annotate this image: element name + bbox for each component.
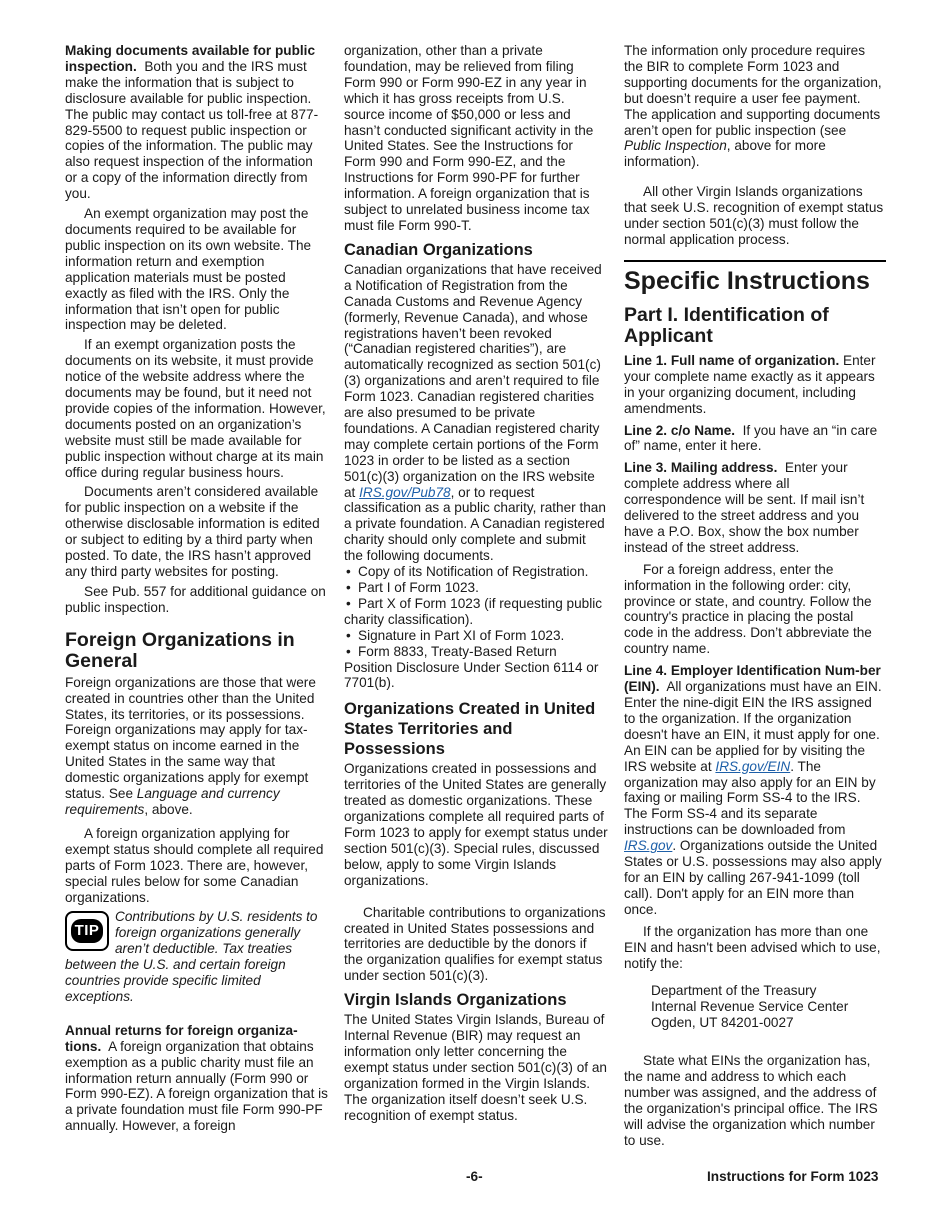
section-heading-us-territories: Organizations Created in United States Territories and Possessions — [344, 700, 596, 759]
list-item: • Part I of Form 1023. — [344, 580, 608, 596]
paragraph-text: Enter your complete name exactly as it appears in your organizing document, including amendments. — [624, 352, 876, 416]
paragraph: For a foreign address, enter the information in the following order: city, province or state, and country. Follow the country's practice in placing the postal code in the address. Don’t abbreviate the country name. — [624, 561, 872, 657]
paragraph-text: , above. — [144, 801, 193, 817]
column-3 — [624, 43, 886, 1153]
address-line: Ogden, UT 84201-0027 — [651, 1015, 794, 1031]
paragraph-public-inspection — [65, 43, 328, 202]
paragraph-line-1 — [624, 353, 886, 417]
paragraph-text: Canadian organizations that have received a Notification of Registration from the Canada Customs and Revenue Agency (formerly, Revenue Canada), and whose registrations haven’t been revoked (“Canadian registered charities”), are automatically recognized as section 501(c)(3) organizations and aren’t required to file Form 1023. Canadian registered charities are also presumed to be private foundations. A Canadian registered charity may complete certain portions of the Form 1023 in order to be listed as a section 501(c)(3) organization on the IRS website at — [344, 261, 602, 500]
paragraph: If the organization has more than one EIN and hasn't been advised which to use, notify the: — [624, 923, 881, 971]
form-title-footer: Instructions for Form 1023 — [707, 1169, 879, 1184]
irs-pub78-link[interactable]: IRS.gov/Pub78 — [359, 484, 451, 500]
paragraph-text: . Organizations outside the United States or U.S. possessions may also apply for an EIN by calling 267-941-1099 (toll call). Don't apply for an EIN more than once. — [624, 838, 882, 917]
paragraph-text: Both you and the IRS must make the information that is subject to disclosure available for public inspection. The public may contact us toll-free at 877-829-5500 to request public inspection or copies of the information. The public may also request inspection of the information or a copy of the information directly from you. — [65, 58, 319, 202]
paragraph-text: . The organization may also apply for an EIN by faxing or mailing Form SS-4 to the IRS. The Form SS-4 and its separate instructions can be downloaded from — [624, 758, 876, 838]
paragraph-line-4 — [624, 663, 886, 918]
tip-icon — [65, 911, 109, 951]
list-item: • Copy of its Notification of Registration. — [344, 564, 608, 580]
column-2 — [344, 43, 608, 1127]
paragraph: organization, other than a private foundation, may be relieved from filing Form 990 or Form 990-EZ in any year in which it has gross receipts from U.S. source income of $50,000 or less and hasn’t conducted significant activity in the United States. See the Instructions for Form 990 and Form 990-EZ, and the Instructions for Form 990-PF for further information. A foreign organization that is subject to unrelated business income tax must file Form 990-T. — [344, 43, 594, 233]
paragraph: If an exempt organization posts the documents on its website, it must provide notice of the website address where the documents may be found, but it need not provide copies of the information. However, documents posted on an organization’s website must still be made available for public inspection without charge at its main office during regular business hours. — [65, 337, 326, 480]
paragraph: All other Virgin Islands organizations that seek U.S. recognition of exempt status under section 501(c)(3) must follow the normal application process. — [624, 184, 884, 247]
paragraph-text: All organizations must have an EIN. Enter the nine-digit EIN the IRS assigned to the organization. If the organization doesn't have an EIN, it must apply for one. An EIN can be applied for by visiting the IRS website at — [624, 679, 882, 774]
paragraph — [624, 43, 886, 170]
run-in-heading: Line 2. c/o Name. — [624, 422, 736, 438]
cross-reference: Public Inspection — [624, 138, 727, 154]
tip-callout — [65, 909, 328, 1004]
paragraph-line-3 — [624, 460, 886, 555]
run-in-heading: Line 4. Employer Identification Num-ber (EIN). — [624, 663, 881, 695]
section-heading-part-1: Part I. Identification of Applicant — [624, 303, 829, 347]
paragraph-text: The information only procedure requires the BIR to complete Form 1023 and supporting documents for the organization, but doesn’t require a user fee payment. The application and supporting documents aren’t open for public inspection (see — [624, 43, 882, 138]
run-in-heading: Making documents available for public inspection. — [65, 43, 316, 74]
paragraph: State what EINs the organization has, the name and address to which each number was assigned, and the address of the organization's principal office. The IRS will advise the organization which number to use. — [624, 1053, 878, 1148]
section-heading-canadian-organizations: Canadian Organizations — [344, 240, 533, 259]
paragraph: See Pub. 557 for additional guidance on public inspection. — [65, 583, 326, 615]
paragraph: Charitable contributions to organizations created in United States possessions and territories are deductible by the donors if the organization qualifies for exempt status under section 501(c)(3). — [344, 904, 606, 984]
run-in-heading: Annual returns for foreign organiza-tions. — [65, 1022, 298, 1054]
required-documents-list — [344, 564, 608, 691]
paragraph: The United States Virgin Islands, Bureau of Internal Revenue (BIR) may request an information only letter concerning the exempt status under section 501(c)(3) of an organization formed in the Virgin Islands. The organization itself doesn’t seek U.S. recognition of exempt status. — [344, 1012, 607, 1123]
paragraph — [344, 262, 608, 564]
paragraph-line-2 — [624, 423, 886, 455]
paragraph-text: , above for more information). — [624, 138, 826, 170]
section-heading-specific-instructions: Specific Instructions — [624, 260, 886, 295]
paragraph-text: Foreign organizations are those that were created in countries other than the United States, its territories, or its possessions. Foreign organizations may apply for tax-exempt status on income earned in the United States in the same way that domestic organizations apply for exempt status. See — [65, 674, 316, 802]
paragraph-text: If you have an “in care of” name, enter it here. — [624, 422, 878, 454]
address-line: Department of the Treasury — [651, 983, 817, 999]
irs-gov-link[interactable]: IRS.gov — [624, 838, 673, 854]
page-number: -6- — [466, 1169, 483, 1184]
tip-text: Contributions by U.S. residents to foreign organizations generally aren’t deductible. Tax treaties between the U.S. and certain foreign countries provide specific limited exceptions. — [65, 909, 318, 1004]
paragraph: Organizations created in possessions and territories of the United States are generally treated as domestic organizations. These organizations complete all required parts of Form 1023 to apply for exempt status under section 501(c)(3). Special rules, discussed below, apply to some Virgin Islands organizations. — [344, 761, 608, 888]
column-1 — [65, 43, 328, 1138]
list-item: • Form 8833, Treaty-Based Return Position Disclosure Under Section 6114 or 7701(b). — [344, 644, 608, 692]
section-heading-foreign-organizations: Foreign Organizations in General — [65, 628, 295, 672]
irs-ein-link[interactable]: IRS.gov/EIN — [715, 758, 791, 774]
run-in-heading: Line 3. Mailing address. — [624, 460, 778, 476]
paragraph: Documents aren’t considered available for public inspection on a website if the otherwise disclosable information is edited or subject to editing by a third party when posted. To date, the IRS hasn’t approved any third party websites for posting. — [65, 484, 320, 579]
list-item: • Signature in Part XI of Form 1023. — [344, 628, 608, 644]
run-in-heading: Line 1. Full name of organization. — [624, 352, 840, 368]
cross-reference: Language and currency requirements — [65, 786, 280, 817]
address-line: Internal Revenue Service Center — [651, 999, 849, 1015]
paragraph-text: A foreign organization that obtains exemption as a public charity must file an information return annually (Form 990 or Form 990-EZ). A foreign organization that is a private foundation must file Form 990-PF annually. However, a foreign — [65, 1038, 328, 1134]
tip-badge-label: TIP — [71, 919, 104, 943]
paragraph-text: , or to request classification as a public charity, rather than a private foundation. A Canadian registered charity should only complete and submit the following documents. — [344, 484, 606, 564]
paragraph-text: Enter your complete address where all correspondence will be sent. If mail isn’t delivered to the street address and you have a P.O. Box, show the box number instead of the street address. — [624, 460, 865, 555]
paragraph — [65, 675, 328, 818]
mailing-address-block — [651, 983, 886, 1031]
paragraph: A foreign organization applying for exempt status should complete all required parts of Form 1023. There are, however, special rules below for some Canadian organizations. — [65, 825, 324, 905]
paragraph: An exempt organization may post the documents required to be available for public inspection on its own website. The information return and exemption application materials must be posted exactly as filed with the IRS. Only the information that isn’t open for public inspection may be deleted. — [65, 206, 312, 333]
list-item: • Part X of Form 1023 (if requesting public charity classification). — [344, 596, 608, 628]
section-heading-virgin-islands: Virgin Islands Organizations — [344, 991, 567, 1010]
paragraph-annual-returns — [65, 1023, 328, 1134]
